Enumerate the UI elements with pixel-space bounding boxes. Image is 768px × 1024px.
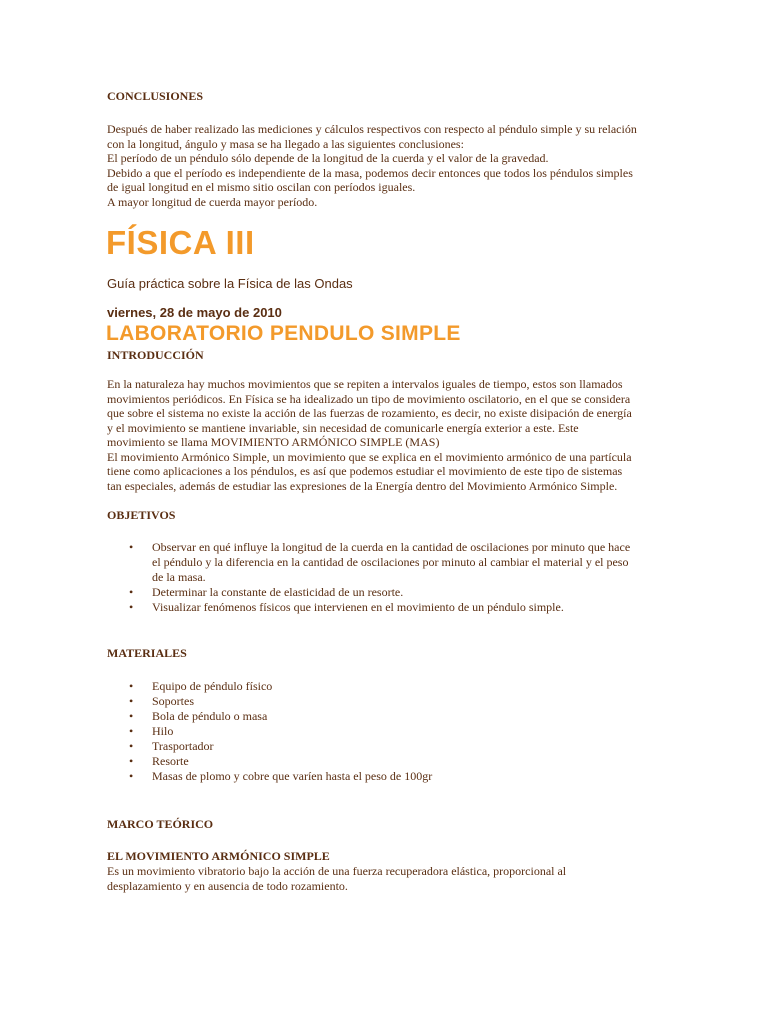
list-item: • Visualizar fenómenos físicos que intervienen en el movimiento de un péndulo simple. [107,600,667,615]
objetivos-heading: OBJETIVOS [107,508,176,522]
list-item: • Trasportador [107,739,667,754]
objetivos-list [107,540,667,615]
materiales-heading: MATERIALES [107,646,187,660]
list-item: • Soportes [107,694,667,709]
marco-text: Es un movimiento vibratorio bajo la acción de una fuerza recuperadora elástica, proporcional al desplazamiento y en ausencia de todo rozamiento. [107,864,567,893]
blog-title[interactable]: FÍSICA III [106,224,255,261]
list-item: • Hilo [107,724,667,739]
marco-subheading: EL MOVIMIENTO ARMÓNICO SIMPLE [107,849,330,863]
introduccion-heading: INTRODUCCIÓN [107,348,204,362]
introduccion-text: En la naturaleza hay muchos movimientos que se repiten a intervalos iguales de tiempo, estos son llamados movimientos periódicos. En Física se ha idealizado un tipo de movimiento oscilatorio, en el que se considera que sobre el sistema no existe la acción de las fuerzas de rozamiento, es decir, no existe disipación de energía y el movimiento se mantiene invariable, sin necesidad de comunicarle energía exterior a este. Este movimiento se llama MOVIMIENTO ARMÓNICO SIMPLE (MAS) El movimiento Armónico Simple, un movimiento que se explica en el movimiento armónico de una partícula tiene como aplicaciones a los péndulos, es así que podemos estudiar el movimiento de este tipo de sistemas tan especiales, además de estudiar las expresiones de la Energía dentro del Movimiento Armónico Simple. [107,377,632,493]
list-item: • Bola de péndulo o masa [107,709,667,724]
conclusiones-heading: CONCLUSIONES [107,89,204,103]
list-item: • Resorte [107,754,667,769]
marco-heading: MARCO TEÓRICO [107,817,214,831]
post-title[interactable]: LABORATORIO PENDULO SIMPLE [106,322,461,345]
blog-subtitle: Guía práctica sobre la Física de las Ondas [107,276,353,291]
list-item: • Determinar la constante de elasticidad de un resorte. [107,585,667,600]
list-item: • Equipo de péndulo físico [107,679,667,694]
materiales-list [107,679,667,784]
list-item: • Observar en qué influye la longitud de la cuerda en la cantidad de oscilaciones por minuto que hace el péndulo y la diferencia en la cantidad de oscilaciones por minuto al cambiar el material y el peso de la masa. [107,540,667,585]
conclusiones-text: Después de haber realizado las mediciones y cálculos respectivos con respecto al péndulo simple y su relación con la longitud, ángulo y masa se ha llegado a las siguientes conclusiones: El período de un péndulo sólo depende de la longitud de la cuerda y el valor de la gravedad. Debido a que el período es independiente de la masa, podemos decir entonces que todos los péndulos simples de igual longitud en el mismo sitio oscilan con períodos iguales. A mayor longitud de cuerda mayor período. [107,122,637,209]
post-date: viernes, 28 de mayo de 2010 [107,305,282,320]
list-item: • Masas de plomo y cobre que varíen hasta el peso de 100gr [107,769,667,784]
